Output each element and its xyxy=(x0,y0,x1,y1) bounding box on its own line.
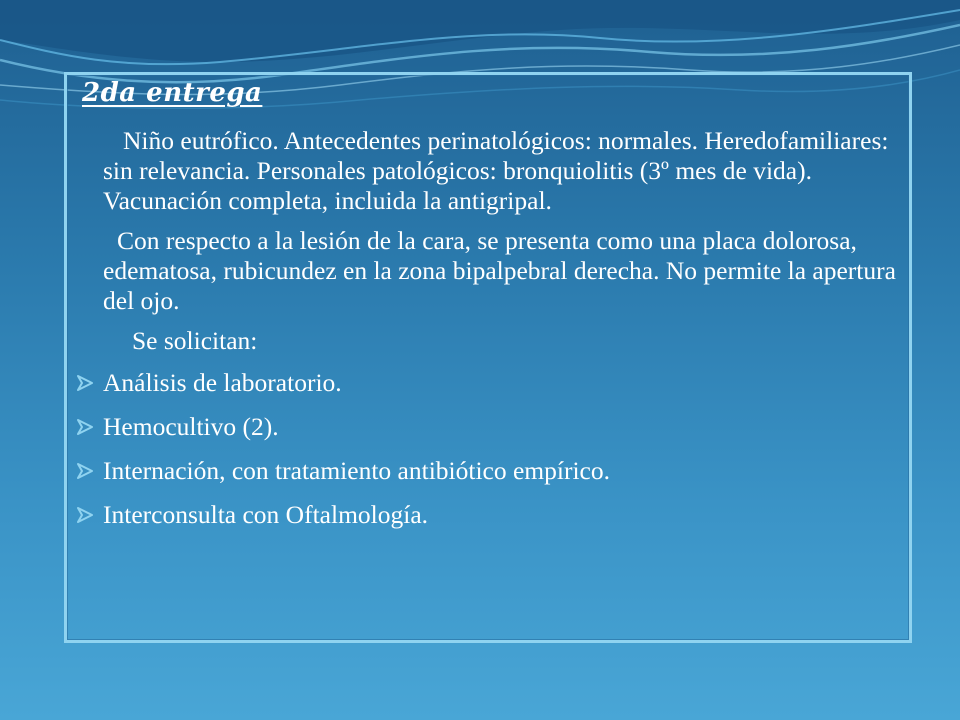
arrowhead-bullet-icon xyxy=(76,506,103,524)
slide-body xyxy=(76,126,896,544)
arrowhead-bullet-icon xyxy=(76,462,103,480)
slide-title: 2da entrega xyxy=(82,78,263,108)
list-item xyxy=(76,368,896,398)
requests-list xyxy=(76,368,896,530)
list-item xyxy=(76,412,896,442)
paragraph-history: Niño eutrófico. Antecedentes perinatológicos: normales. Heredofamiliares: sin relevancia. Personales patológicos: bronquiolitis (3º mes de vida). Vacunación completa, incluida la antigripal. xyxy=(103,126,889,215)
list-item-text: Interconsulta con Oftalmología. xyxy=(103,500,429,529)
arrowhead-bullet-icon xyxy=(76,374,103,392)
paragraph-lesion: Con respecto a la lesión de la cara, se presenta como una placa dolorosa, edematosa, rubicundez en la zona bipalpebral derecha. No permite la apertura del ojo. xyxy=(103,226,896,315)
list-item-text: Hemocultivo (2). xyxy=(103,412,279,441)
list-item-text: Internación, con tratamiento antibiótico empírico. xyxy=(103,456,610,485)
arrowhead-bullet-icon xyxy=(76,418,103,436)
list-item xyxy=(76,456,896,486)
requests-intro: Se solicitan: xyxy=(132,326,258,355)
list-item-text: Análisis de laboratorio. xyxy=(103,368,342,397)
list-item xyxy=(76,500,896,530)
